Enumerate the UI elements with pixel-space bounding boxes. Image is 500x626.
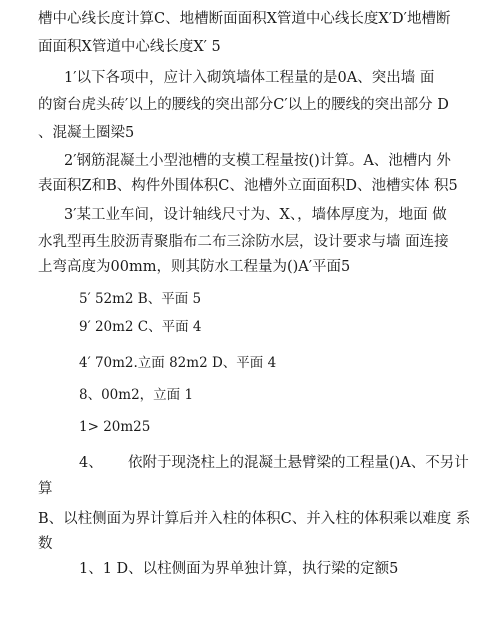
text-line: 2′钢筋混凝土小型池槽的支模工程量按()计算。A、池槽内 外 — [64, 153, 451, 169]
text-line: 1′以下各项中，应计入砌筑墙体工程量的是0A、突出墙 面 — [64, 70, 435, 86]
text-line: 4、 — [79, 455, 103, 471]
text-line: 算 — [38, 481, 53, 497]
text-line: B、以柱侧面为界计算后并入柱的体积C、并入柱的体积乘以难度 系 — [38, 511, 471, 527]
text-line: 水乳型再生胶沥青聚脂布二布三涂防水层，设计要求与墙 面连接 — [38, 234, 449, 250]
text-line: 5′ 52m2 B、平面 5 — [79, 291, 202, 307]
text-line: 、混凝土圈梁5 — [38, 125, 135, 141]
text-line: 9′ 20m2 C、平面 4 — [79, 319, 202, 335]
text-line: 面面积X管道中心线长度X′ 5 — [38, 39, 221, 55]
text-line: 依附于现浇柱上的混凝土悬臂梁的工程量()A、不另计 — [128, 455, 469, 471]
text-line: 表面积Z和B、构件外围体积C、池槽外立面面积D、池槽实体 积5 — [38, 178, 458, 194]
text-line: 4′ 70m2.立面 82m2 D、平面 4 — [79, 355, 277, 371]
text-line: 1、1 D、以柱侧面为界单独计算，执行梁的定额5 — [79, 561, 399, 577]
text-line: 的窗台虎头砖′以上的腰线的突出部分C′以上的腰线的突出部分 D — [38, 97, 449, 113]
text-line: 1> 20m25 — [79, 419, 151, 435]
text-line: 8、00m2，立面 1 — [79, 387, 194, 403]
text-line: 3′某工业车间，设计轴线尺寸为、X、，墙体厚度为，地面 做 — [64, 207, 447, 223]
text-line: 数 — [38, 536, 53, 552]
text-line: 上弯高度为00mm，则其防水工程量为()A′平面5 — [38, 259, 351, 275]
text-line: 槽中心线长度计算C、地槽断面面积X管道中心线长度X′D′地槽断 — [38, 11, 451, 27]
